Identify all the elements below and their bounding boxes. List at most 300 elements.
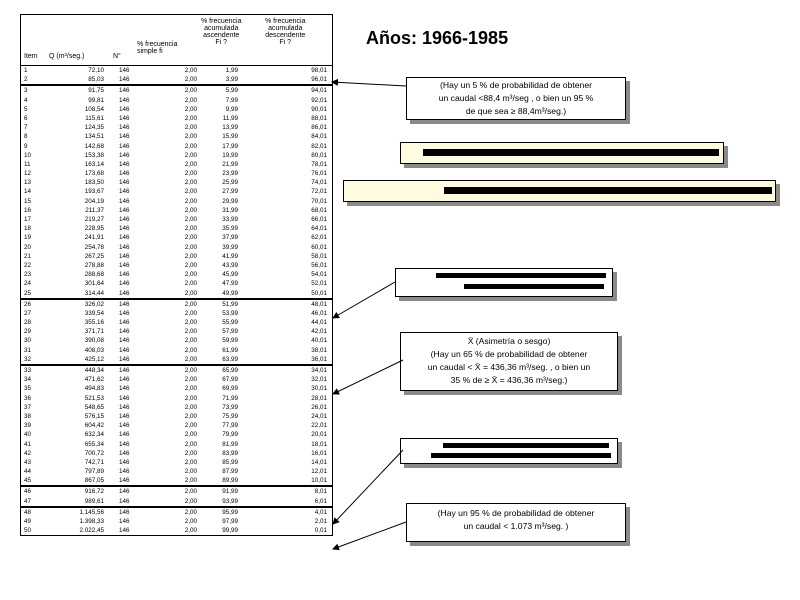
cell-item: 31	[24, 346, 32, 354]
cell-q: 867,05	[84, 477, 104, 485]
cell-fi-asc: 35,99	[222, 225, 238, 233]
cell-fi-asc: 57,99	[222, 328, 238, 336]
cell-fi-asc: 83,99	[222, 449, 238, 457]
cell-q: 448,34	[84, 367, 104, 374]
cell-fi-asc: 29,99	[222, 197, 238, 205]
cell-item: 42	[24, 449, 32, 457]
cell-item: 18	[24, 225, 32, 233]
cell-n: 146	[119, 133, 130, 141]
cell-fi-asc: 65,99	[222, 367, 238, 374]
cell-q: 425,12	[84, 355, 104, 363]
cell-fi-asc: 17,99	[222, 142, 238, 150]
cell-fi: 2,00	[184, 468, 197, 476]
cell-fi: 2,00	[184, 385, 197, 393]
cell-q: 124,35	[84, 124, 104, 132]
cell-fi-asc: 19,99	[222, 151, 238, 159]
cell-q: 655,34	[84, 440, 104, 448]
cell-q: 700,72	[84, 449, 104, 457]
cell-fi-desc: 78,01	[311, 160, 327, 168]
cell-item: 46	[24, 488, 32, 496]
cell-item: 1	[24, 67, 28, 74]
cell-fi: 2,00	[184, 179, 197, 187]
cell-fi: 2,00	[184, 508, 197, 516]
cell-n: 146	[119, 431, 130, 439]
cell-item: 33	[24, 367, 32, 374]
cell-fi-asc: 33,99	[222, 216, 238, 223]
cell-fi: 2,00	[184, 67, 197, 74]
cell-fi: 2,00	[184, 477, 197, 485]
cell-n: 146	[119, 114, 130, 122]
cell-fi: 2,00	[184, 188, 197, 196]
cell-q: 301,64	[84, 280, 104, 288]
cell-fi-asc: 5,99	[225, 87, 238, 95]
cell-fi-desc: 76,01	[311, 170, 327, 178]
arrow-2	[333, 282, 395, 318]
cell-n: 146	[119, 449, 130, 457]
cell-fi: 2,00	[184, 206, 197, 214]
cell-n: 146	[119, 508, 130, 516]
cell-q: 1.398,33	[79, 518, 104, 525]
cell-item: 26	[24, 300, 32, 308]
cell-n: 146	[119, 188, 130, 196]
cell-fi-desc: 60,01	[311, 243, 327, 251]
cell-fi-asc: 49,99	[222, 289, 238, 297]
cell-n: 146	[119, 403, 130, 411]
cell-fi-desc: 70,01	[311, 197, 327, 205]
cell-fi-asc: 13,99	[222, 124, 238, 132]
cell-fi-desc: 32,01	[311, 376, 327, 384]
cell-fi: 2,00	[184, 367, 197, 374]
cell-item: 17	[24, 216, 32, 223]
cell-fi: 2,00	[184, 355, 197, 363]
cell-item: 43	[24, 458, 32, 466]
cell-n: 146	[119, 527, 130, 535]
cell-item: 29	[24, 328, 32, 336]
cell-fi-desc: 22,01	[311, 422, 327, 430]
cell-fi-desc: 34,01	[311, 367, 327, 374]
cell-item: 41	[24, 440, 32, 448]
cell-q: 916,72	[84, 488, 104, 496]
page-title: Años: 1966-1985	[366, 28, 509, 48]
cell-q: 241,91	[84, 234, 104, 242]
cell-q: 576,15	[84, 412, 104, 420]
cell-fi-desc: 6,01	[314, 497, 327, 505]
cell-fi-desc: 62,01	[311, 234, 327, 242]
cell-fi-asc: 89,99	[222, 477, 238, 485]
cell-fi-desc: 12,01	[311, 468, 327, 476]
cell-item: 30	[24, 337, 32, 345]
cell-item: 21	[24, 252, 32, 260]
cell-fi-asc: 81,99	[222, 440, 238, 448]
cell-q: 85,03	[88, 76, 104, 84]
cell-fi: 2,00	[184, 151, 197, 159]
cell-item: 45	[24, 477, 32, 485]
cell-fi-asc: 75,99	[222, 412, 238, 420]
cell-n: 146	[119, 179, 130, 187]
cell-fi-asc: 67,99	[222, 376, 238, 384]
cell-item: 25	[24, 289, 32, 297]
cell-fi-desc: 8,01	[314, 488, 327, 496]
cell-fi-asc: 45,99	[222, 271, 238, 279]
cell-fi-asc: 25,99	[222, 179, 238, 187]
cell-item: 24	[24, 280, 32, 288]
cell-fi-asc: 41,99	[222, 252, 238, 260]
cell-item: 49	[24, 518, 32, 525]
cell-n: 146	[119, 337, 130, 345]
cell-fi-desc: 30,01	[311, 385, 327, 393]
cell-fi-asc: 69,99	[222, 385, 238, 393]
cell-fi: 2,00	[184, 216, 197, 223]
arrow-3	[333, 360, 403, 394]
cell-fi: 2,00	[184, 319, 197, 327]
cell-fi: 2,00	[184, 114, 197, 122]
cell-q: 108,54	[84, 105, 104, 113]
cell-fi-asc: 77,99	[222, 422, 238, 430]
cell-q: 278,88	[84, 261, 104, 269]
cell-fi: 2,00	[184, 403, 197, 411]
cell-q: 91,75	[88, 87, 104, 95]
cell-n: 146	[119, 96, 130, 104]
cell-fi-asc: 51,99	[222, 300, 238, 308]
cell-n: 146	[119, 440, 130, 448]
cell-fi-asc: 37,99	[222, 234, 238, 242]
cell-n: 146	[119, 394, 130, 402]
cell-n: 146	[119, 151, 130, 159]
cell-item: 37	[24, 403, 32, 411]
cell-fi: 2,00	[184, 328, 197, 336]
cell-n: 146	[119, 197, 130, 205]
cell-item: 32	[24, 355, 32, 363]
cell-item: 6	[24, 114, 28, 122]
cell-q: 471,62	[84, 376, 104, 384]
cell-item: 5	[24, 105, 28, 113]
cell-n: 146	[119, 225, 130, 233]
cell-q: 173,68	[84, 170, 104, 178]
cell-item: 13	[24, 179, 32, 187]
cell-fi-desc: 68,01	[311, 206, 327, 214]
cell-n: 146	[119, 458, 130, 466]
cell-q: 288,68	[84, 271, 104, 279]
cell-fi-desc: 36,01	[311, 355, 327, 363]
header-cumulative-ascending: % frecuencia acumulada ascendente Fi ?	[201, 18, 242, 46]
callout-line: un caudal < X̄ = 436,36 m³/seg. , o bien un	[427, 362, 591, 372]
cell-fi-desc: 72,01	[311, 188, 327, 196]
cell-item: 22	[24, 261, 32, 269]
cell-fi: 2,00	[184, 124, 197, 132]
cell-fi-desc: 14,01	[311, 458, 327, 466]
cell-item: 19	[24, 234, 32, 242]
cell-fi: 2,00	[184, 243, 197, 251]
cell-q: 371,71	[84, 328, 104, 336]
cell-n: 146	[119, 376, 130, 384]
cell-fi: 2,00	[184, 105, 197, 113]
cell-item: 27	[24, 309, 32, 317]
cell-item: 15	[24, 197, 32, 205]
cell-q: 99,81	[88, 96, 104, 104]
header-n: N°	[113, 53, 121, 60]
cell-n: 146	[119, 309, 130, 317]
arrow-4	[333, 450, 403, 524]
cell-item: 8	[24, 133, 28, 141]
cell-q: 142,68	[84, 142, 104, 150]
cell-item: 9	[24, 142, 28, 150]
cell-n: 146	[119, 497, 130, 505]
cell-item: 44	[24, 468, 32, 476]
callout-line: 35 % de ≥ X̄ = 436,36 m³/seg.)	[450, 375, 568, 385]
cell-n: 146	[119, 488, 130, 496]
cell-n: 146	[119, 261, 130, 269]
cell-fi-desc: 24,01	[311, 412, 327, 420]
cell-fi-desc: 48,01	[311, 300, 327, 308]
cell-fi: 2,00	[184, 197, 197, 205]
cell-item: 48	[24, 508, 32, 516]
cell-fi-asc: 31,99	[222, 206, 238, 214]
cell-fi-desc: 2,01	[314, 518, 327, 525]
callout-line: X̄ (Asimetría o sesgo)	[467, 336, 551, 346]
cell-q: 326,02	[84, 300, 104, 308]
cell-fi-desc: 96,01	[311, 76, 327, 84]
cell-fi-desc: 42,01	[311, 328, 327, 336]
cell-fi-asc: 95,99	[222, 508, 238, 516]
cell-n: 146	[119, 142, 130, 150]
cell-n: 146	[119, 280, 130, 288]
cell-fi-desc: 18,01	[311, 440, 327, 448]
cell-fi: 2,00	[184, 170, 197, 178]
cell-fi-asc: 21,99	[222, 160, 238, 168]
cell-fi: 2,00	[184, 133, 197, 141]
cell-item: 50	[24, 527, 32, 535]
cell-fi: 2,00	[184, 76, 197, 84]
cell-fi-asc: 79,99	[222, 431, 238, 439]
cell-item: 36	[24, 394, 32, 402]
cell-n: 146	[119, 252, 130, 260]
cell-fi-asc: 85,99	[222, 458, 238, 466]
cell-q: 254,78	[84, 243, 104, 251]
cell-fi-asc: 93,99	[222, 497, 238, 505]
cell-fi: 2,00	[184, 225, 197, 233]
cell-n: 146	[119, 355, 130, 363]
cell-q: 604,42	[84, 422, 104, 430]
cell-item: 40	[24, 431, 32, 439]
cell-item: 2	[24, 76, 28, 84]
cell-n: 146	[119, 289, 130, 297]
cell-item: 38	[24, 412, 32, 420]
callout-line: (Hay un 5 % de probabilidad de obtener	[440, 80, 592, 90]
cell-fi-desc: 0,01	[314, 527, 327, 535]
cell-fi-asc: 55,99	[222, 319, 238, 327]
cell-fi: 2,00	[184, 261, 197, 269]
cell-fi-desc: 26,01	[311, 403, 327, 411]
cell-n: 146	[119, 76, 130, 84]
cell-n: 146	[119, 234, 130, 242]
cell-n: 146	[119, 346, 130, 354]
cell-q: 134,51	[84, 133, 104, 141]
cell-q: 521,53	[84, 394, 104, 402]
cell-fi-desc: 52,01	[311, 280, 327, 288]
cell-fi-asc: 1,99	[225, 67, 238, 74]
cell-q: 797,89	[84, 468, 104, 476]
cell-q: 267,25	[84, 252, 104, 260]
cell-fi: 2,00	[184, 87, 197, 95]
cell-fi: 2,00	[184, 289, 197, 297]
cell-item: 23	[24, 271, 32, 279]
cell-q: 204,19	[84, 197, 104, 205]
cell-fi-asc: 9,99	[225, 105, 238, 113]
cell-fi: 2,00	[184, 300, 197, 308]
cell-fi: 2,00	[184, 337, 197, 345]
cell-fi-desc: 90,01	[311, 105, 327, 113]
callout-line: de que sea ≥ 88,4m³/seg.)	[465, 106, 567, 116]
callout-line: un caudal <88,4 m³/seg , o bien un 95 %	[438, 93, 594, 103]
cell-q: 72,10	[88, 67, 104, 74]
cell-fi-asc: 23,99	[222, 170, 238, 178]
cell-item: 10	[24, 151, 32, 159]
cell-fi-desc: 94,01	[311, 87, 327, 95]
cell-fi-asc: 27,99	[222, 188, 238, 196]
cell-fi-desc: 74,01	[311, 179, 327, 187]
cell-fi-desc: 40,01	[311, 337, 327, 345]
header-q: Q (m³/seg.)	[49, 53, 85, 60]
cell-item: 28	[24, 319, 32, 327]
cell-item: 20	[24, 243, 32, 251]
cell-q: 989,61	[84, 497, 104, 505]
cell-n: 146	[119, 385, 130, 393]
cell-q: 314,44	[84, 289, 104, 297]
callout-line: (Hay un 95 % de probabilidad de obtener	[437, 508, 595, 518]
cell-n: 146	[119, 124, 130, 132]
cell-q: 1.145,56	[79, 508, 104, 516]
cell-n: 146	[119, 105, 130, 113]
cell-fi-desc: 46,01	[311, 309, 327, 317]
cell-q: 390,08	[84, 337, 104, 345]
cell-q: 163,14	[84, 160, 104, 168]
cell-fi-desc: 98,01	[311, 67, 327, 74]
cell-fi: 2,00	[184, 142, 197, 150]
cell-fi-desc: 38,01	[311, 346, 327, 354]
cell-fi-asc: 63,99	[222, 355, 238, 363]
cell-fi: 2,00	[184, 234, 197, 242]
header-item: Item	[24, 53, 38, 60]
cell-fi-desc: 28,01	[311, 394, 327, 402]
cell-q: 2.022,45	[79, 527, 104, 535]
cell-fi: 2,00	[184, 458, 197, 466]
cell-n: 146	[119, 67, 130, 74]
cell-fi: 2,00	[184, 96, 197, 104]
cell-q: 355,16	[84, 319, 104, 327]
cell-n: 146	[119, 271, 130, 279]
cell-fi: 2,00	[184, 527, 197, 535]
cell-fi: 2,00	[184, 160, 197, 168]
cell-item: 11	[24, 160, 31, 168]
cell-item: 39	[24, 422, 32, 430]
cell-n: 146	[119, 300, 130, 308]
cell-q: 408,03	[84, 346, 104, 354]
cell-fi-asc: 3,99	[225, 76, 238, 84]
cell-fi-asc: 59,99	[222, 337, 238, 345]
cell-fi-asc: 99,99	[222, 527, 238, 535]
cell-fi-desc: 10,01	[311, 477, 327, 485]
cell-fi-asc: 39,99	[222, 243, 238, 251]
cell-fi-desc: 58,01	[311, 252, 327, 260]
cell-fi-asc: 7,99	[225, 96, 238, 104]
cell-fi: 2,00	[184, 422, 197, 430]
cell-n: 146	[119, 160, 130, 168]
cell-q: 219,27	[84, 216, 104, 223]
cell-n: 146	[119, 87, 130, 95]
cell-fi-desc: 16,01	[311, 449, 327, 457]
cell-fi-desc: 50,01	[311, 289, 327, 297]
cell-item: 47	[24, 497, 32, 505]
cell-item: 3	[24, 87, 28, 95]
cell-q: 211,37	[85, 206, 104, 214]
callout-line: un caudal < 1.073 m³/seg. )	[463, 521, 569, 531]
cell-n: 146	[119, 412, 130, 420]
cell-fi-desc: 82,01	[311, 142, 327, 150]
cell-n: 146	[119, 422, 130, 430]
cell-fi: 2,00	[184, 271, 197, 279]
cell-fi-desc: 84,01	[311, 133, 327, 141]
cell-fi-desc: 54,01	[311, 271, 327, 279]
arrow-5	[333, 522, 406, 549]
header-cumulative-descending: % frecuencia acumulada descendente Fi ?	[265, 18, 306, 46]
cell-fi-desc: 86,01	[311, 124, 327, 132]
cell-n: 146	[119, 216, 130, 223]
cell-n: 146	[119, 243, 130, 251]
cell-fi: 2,00	[184, 431, 197, 439]
cell-item: 4	[24, 96, 28, 104]
cell-fi: 2,00	[184, 280, 197, 288]
cell-q: 339,54	[84, 309, 104, 317]
cell-q: 153,38	[84, 151, 104, 159]
cell-fi-asc: 43,99	[222, 261, 238, 269]
cell-fi-asc: 11,99	[222, 114, 238, 122]
cell-q: 115,61	[85, 114, 104, 122]
cell-fi: 2,00	[184, 309, 197, 317]
cell-n: 146	[119, 319, 130, 327]
cell-fi-asc: 73,99	[222, 403, 238, 411]
cell-fi-asc: 97,99	[222, 518, 238, 525]
cell-fi-desc: 64,01	[311, 225, 327, 233]
cell-fi-asc: 15,99	[222, 133, 238, 141]
cell-fi-desc: 88,01	[311, 114, 327, 122]
cell-q: 494,83	[84, 385, 104, 393]
cell-item: 7	[24, 124, 28, 132]
cell-item: 16	[24, 206, 32, 214]
arrow-1	[332, 82, 406, 86]
cell-fi-asc: 71,99	[222, 394, 238, 402]
cell-fi-asc: 61,99	[222, 346, 238, 354]
cell-n: 146	[119, 206, 130, 214]
cell-fi-asc: 87,99	[222, 468, 238, 476]
callout-line: (Hay un 65 % de probabilidad de obtener	[430, 349, 588, 359]
cell-fi: 2,00	[184, 376, 197, 384]
cell-fi-desc: 80,01	[311, 151, 327, 159]
cell-item: 14	[24, 188, 32, 196]
cell-q: 742,71	[84, 458, 104, 466]
cell-fi-desc: 44,01	[311, 319, 327, 327]
cell-fi-desc: 4,01	[314, 508, 327, 516]
cell-n: 146	[119, 367, 130, 374]
cell-fi: 2,00	[184, 346, 197, 354]
cell-fi: 2,00	[184, 488, 197, 496]
cell-q: 632,34	[84, 431, 104, 439]
cell-fi: 2,00	[184, 449, 197, 457]
cell-item: 34	[24, 376, 32, 384]
cell-fi-asc: 53,99	[222, 309, 238, 317]
cell-fi: 2,00	[184, 252, 197, 260]
cell-n: 146	[119, 328, 130, 336]
cell-fi-asc: 47,99	[222, 280, 238, 288]
